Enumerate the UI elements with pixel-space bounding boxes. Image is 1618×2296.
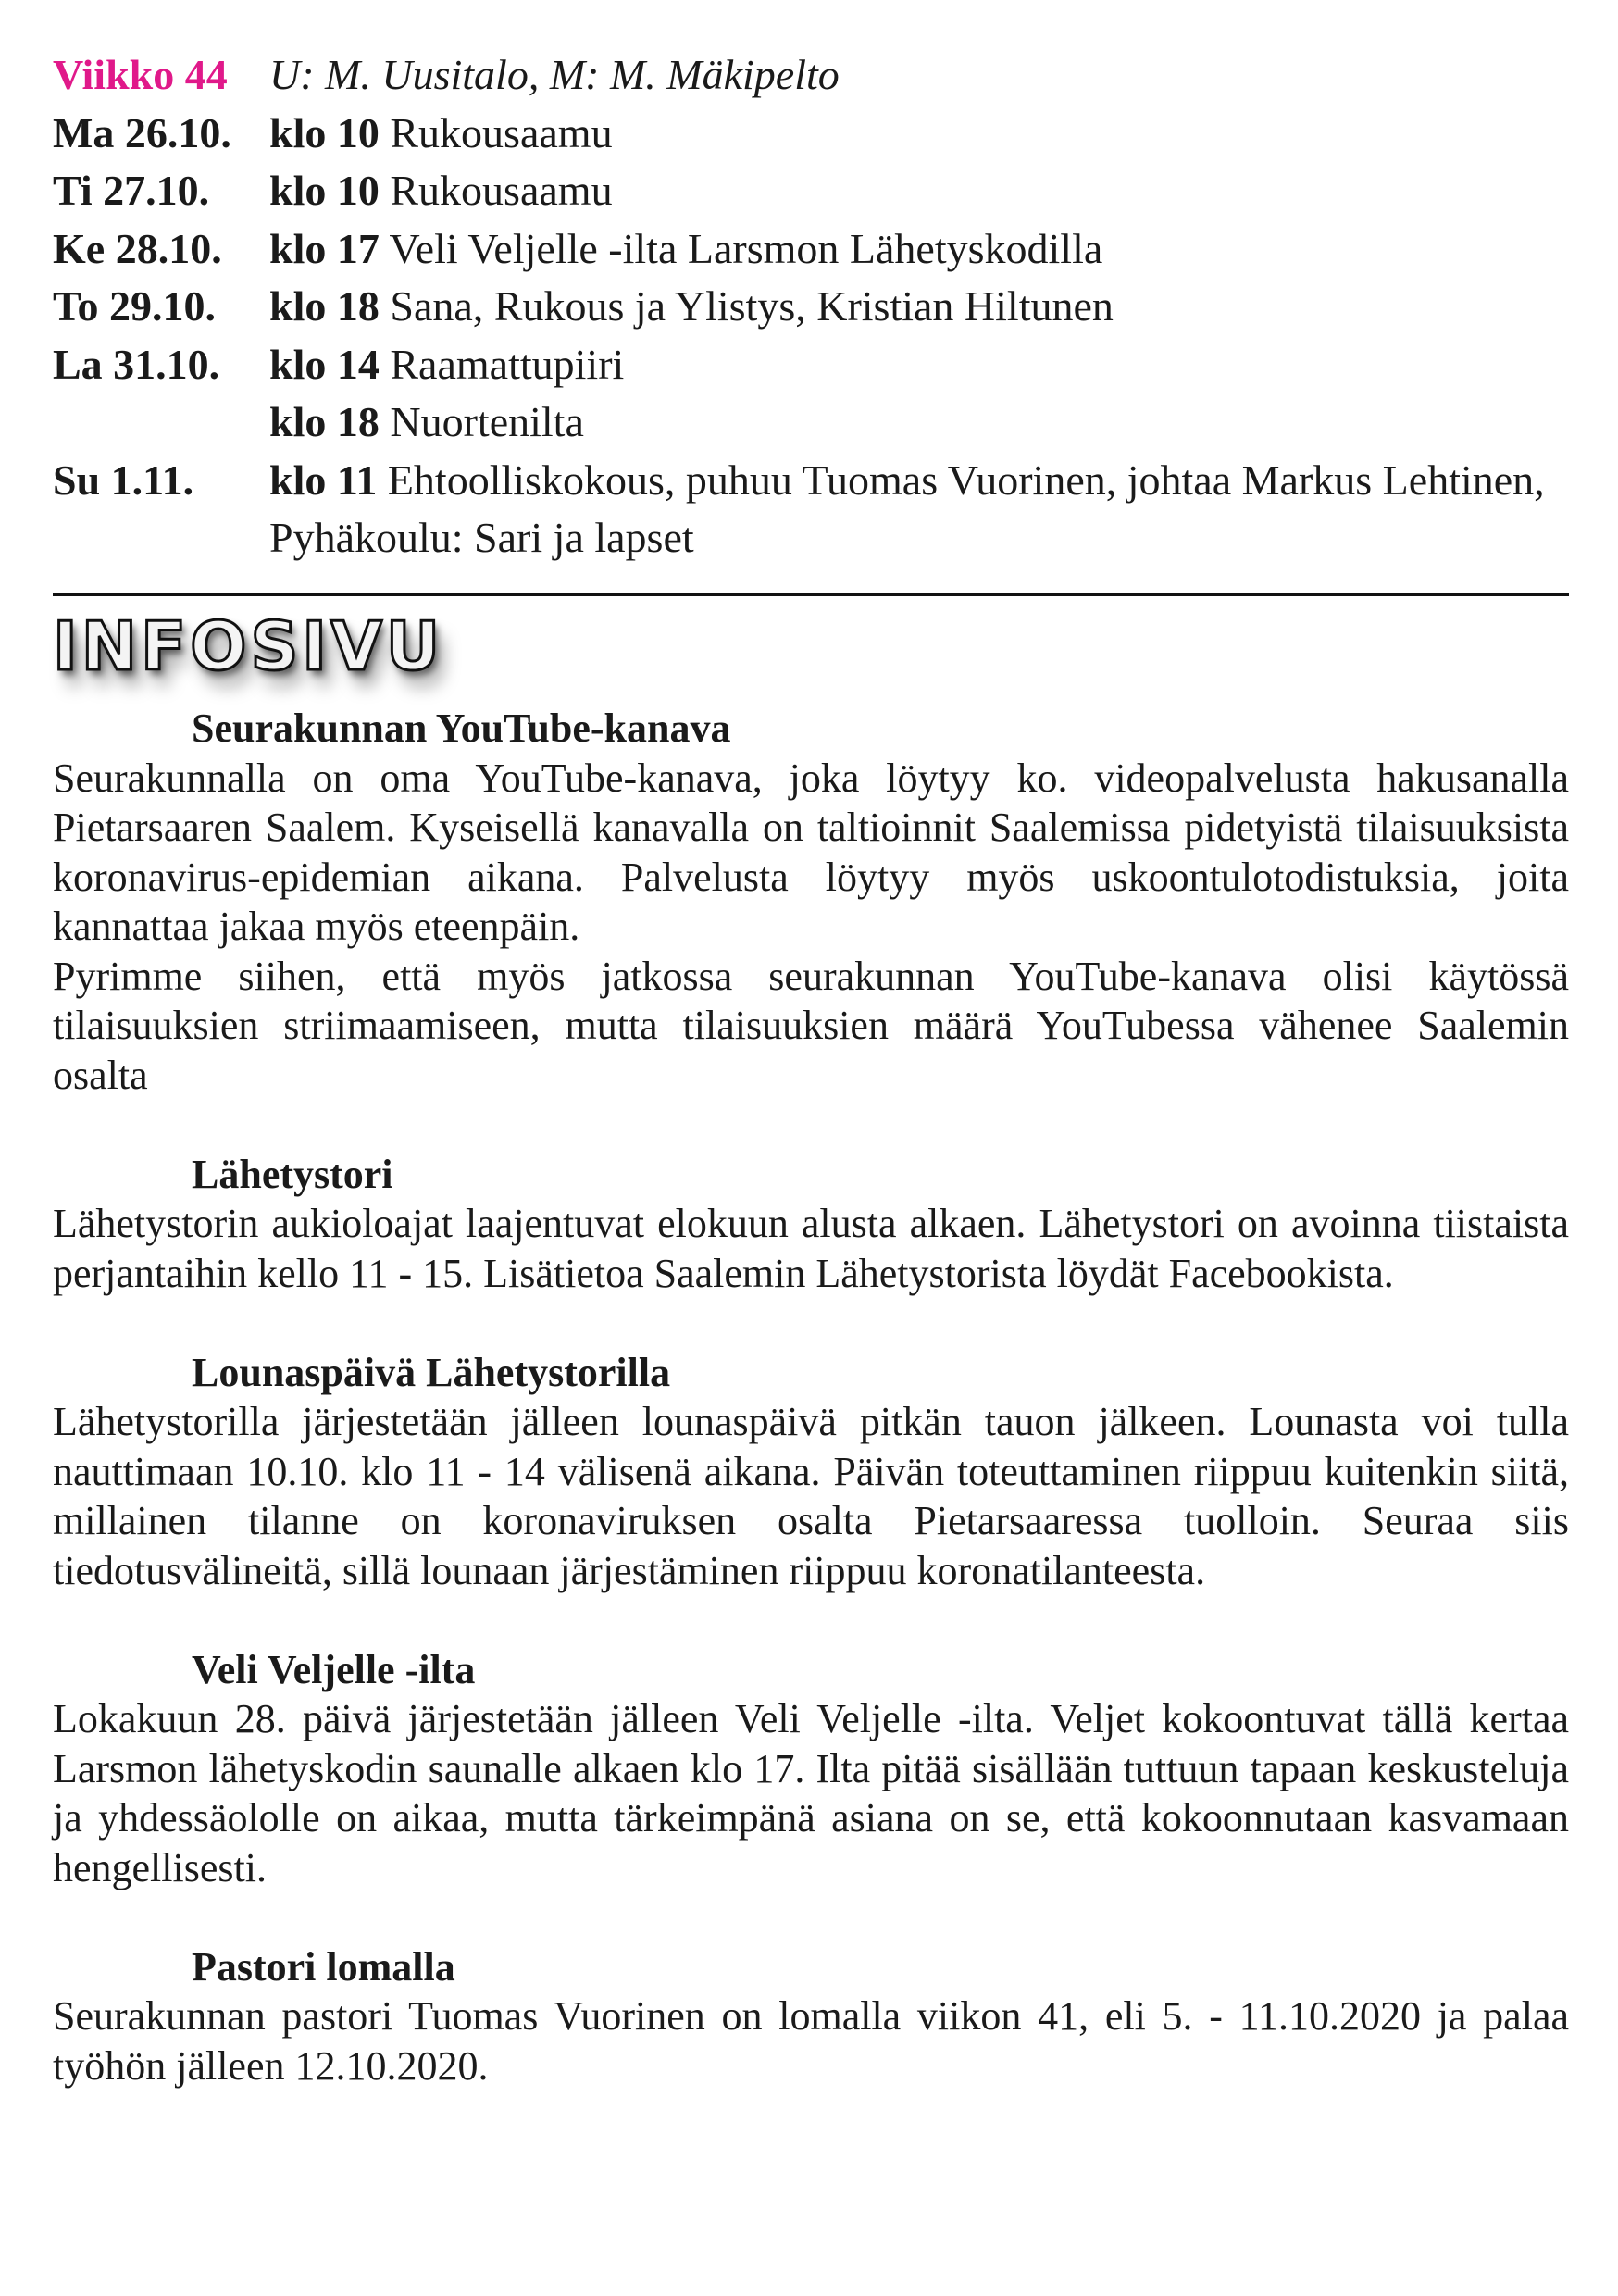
schedule-row <box>53 393 1569 452</box>
schedule-event: Rukousaamu <box>390 167 613 214</box>
section-paragraph: Seurakunnalla on oma YouTube-kanava, joka löytyy ko. videopalvelusta hakusanalla Pietarsaaren Saalem. Kyseisellä kanavalla on taltioinnit Saalemissa pidetyistä tilaisuuksista koronavirus-epidemian aikana. Palvelusta löytyy myös uskoontulotodistuksia, joita kannattaa jakaa myös eteenpäin. <box>53 755 1569 949</box>
info-section-youtube <box>53 704 1569 1100</box>
schedule-day: La 31.10. <box>53 340 220 388</box>
info-section-lahetystori <box>53 1150 1569 1299</box>
section-heading: Pastori lomalla <box>192 1943 455 1990</box>
schedule-row <box>53 452 1569 568</box>
schedule-day: Ti 27.10. <box>53 167 210 214</box>
info-section-pastori <box>53 1942 1569 2091</box>
schedule-row <box>53 278 1569 336</box>
schedule-time: klo 14 <box>269 340 380 388</box>
schedule-time: klo 10 <box>269 108 380 156</box>
info-section-veli-veljelle <box>53 1645 1569 1893</box>
schedule-time: klo 17 <box>269 224 380 272</box>
schedule-day: To 29.10. <box>53 282 216 330</box>
schedule-event: Veli Veljelle -ilta Larsmon Lähetyskodilla <box>389 224 1103 272</box>
schedule-time: klo 10 <box>269 167 380 214</box>
section-heading: Lounaspäivä Lähetystorilla <box>192 1349 671 1395</box>
week-header <box>53 46 1569 105</box>
section-paragraph: Seurakunnan pastori Tuomas Vuorinen on lomalla viikon 41, eli 5. - 11.10.2020 ja palaa työhön jälleen 12.10.2020. <box>53 1993 1569 2089</box>
schedule-row <box>53 162 1569 220</box>
section-paragraph: Pyrimme siihen, että myös jatkossa seurakunnan YouTube-kanava olisi käytössä tilaisuuksien striimaamiseen, mutta tilaisuuksien määrä YouTubessa vähenee Saalemin osalta <box>53 953 1569 1098</box>
section-heading: Seurakunnan YouTube-kanava <box>192 705 731 751</box>
info-sections <box>53 704 1569 2140</box>
schedule-day: Su 1.11. <box>53 455 194 504</box>
schedule-time: klo 18 <box>269 282 380 330</box>
schedule-event: Rukousaamu <box>390 108 613 156</box>
week-note: U: M. Uusitalo, M: M. Mäkipelto <box>269 51 840 98</box>
section-divider <box>53 593 1569 596</box>
section-paragraph: Lokakuun 28. päivä järjestetään jälleen Veli Veljelle -ilta. Veljet kokoontuvat tällä kertaa Larsmon lähetyskodin saunalle alkaen klo 17. Ilta pitää sisällään tuttuun tapaan keskusteluja ja yhdessäololle on aikaa, mutta tärkeimpänä asiana on se, että kokoonnutaan kasvamaan hengellisesti. <box>53 1696 1569 1890</box>
week-label: Viikko 44 <box>53 51 228 98</box>
section-paragraph: Lähetystorin aukioloajat laajentuvat elokuun alusta alkaen. Lähetystori on avoinna tiistaista perjantaihin kello 11 - 15. Lisätietoa Saalemin Lähetystorista löydät Facebookista. <box>53 1201 1569 1296</box>
schedule-day: Ma 26.10. <box>53 108 231 156</box>
schedule-row <box>53 105 1569 163</box>
infosivu-banner: INFOSIVU <box>53 607 444 685</box>
schedule-event: Ehtoolliskokous, puhuu Tuomas Vuorinen, johtaa Markus Lehtinen, Pyhäkoulu: Sari ja lapset <box>269 455 1545 561</box>
schedule-time: klo 11 <box>269 455 378 504</box>
schedule-row <box>53 336 1569 394</box>
schedule-time: klo 18 <box>269 398 380 445</box>
section-paragraph: Lähetystorilla järjestetään jälleen lounaspäivä pitkän tauon jälkeen. Lounasta voi tulla nauttimaan 10.10. klo 11 - 14 välisenä aikana. Päivän toteuttaminen riippuu kuitenkin siitä, millainen tilanne on koronaviruksen osalta Pietarsaaressa tuolloin. Seuraa siis tiedotusvälineitä, sillä lounaan järjestäminen riippuu koronatilanteesta. <box>53 1399 1569 1593</box>
schedule-day <box>53 393 269 452</box>
schedule-event: Nuortenilta <box>390 398 584 445</box>
schedule-row <box>53 220 1569 279</box>
schedule-day: Ke 28.10. <box>53 224 222 272</box>
section-heading: Lähetystori <box>192 1151 393 1197</box>
week-schedule <box>53 46 1569 568</box>
schedule-event: Sana, Rukous ja Ylistys, Kristian Hiltunen <box>390 282 1114 330</box>
section-heading: Veli Veljelle -ilta <box>192 1646 476 1692</box>
schedule-event: Raamattupiiri <box>390 340 625 388</box>
info-section-lounaspaiva <box>53 1348 1569 1596</box>
